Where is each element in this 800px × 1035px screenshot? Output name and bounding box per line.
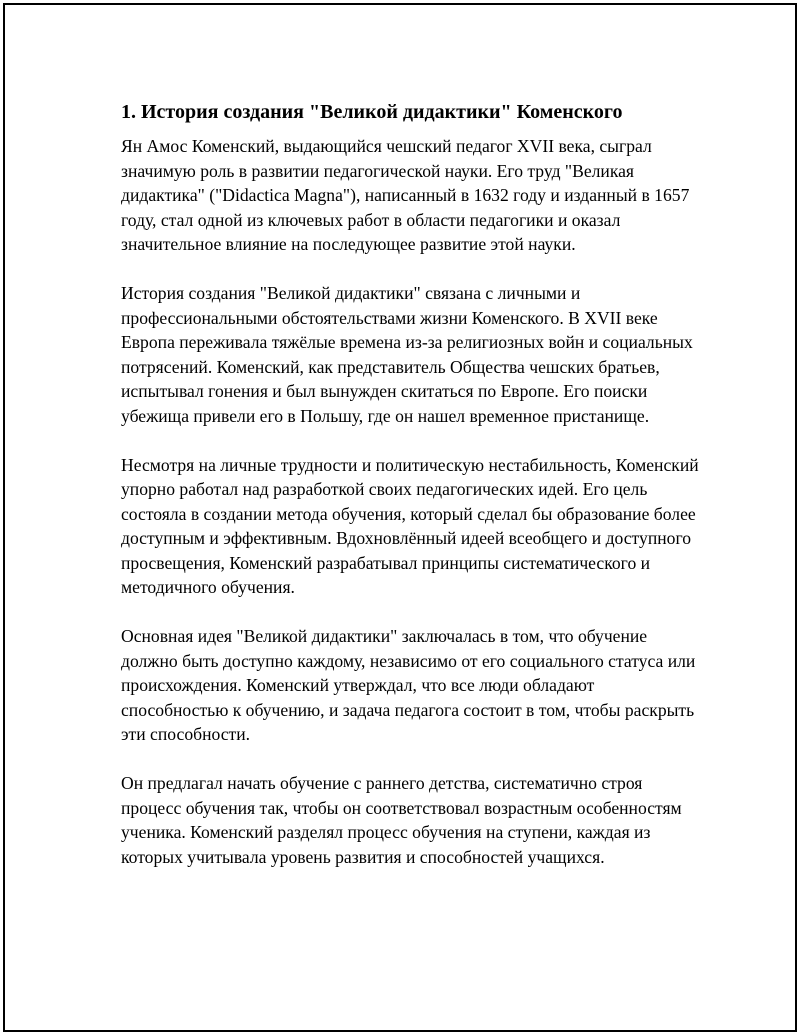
paragraph-5: Он предлагал начать обучение с раннего детства, систематично строя процесс обучения так, чтобы он соответствовал возрастным особенностям ученика. Коменский разделял процесс обучения на ступени, каждая из которых учитывала уровень развития и способностей учащихся. — [121, 773, 682, 867]
paragraph-3: Несмотря на личные трудности и политическую нестабильность, Коменский упорно работал над разработкой своих педагогических идей. Его цель состояла в создании метода обучения, который сделал бы образование более доступным и эффективным. Вдохновлённый идеей всеобщего и доступного просвещения, Коменский разрабатывал принципы систематического и методичного обучения. — [121, 454, 699, 597]
document-body — [121, 98, 701, 894]
section-title: 1. История создания "Великой дидактики" Коменского — [121, 101, 623, 123]
paragraph-1: Ян Амос Коменский, выдающийся чешский педагог XVII века, сыграл значимую роль в развитии педагогической науки. Его труд "Великая дидактика" ("Didactica Magna"), написанный в 1632 году и изданный в 1657 году, стал одной из ключевых работ в области педагогики и оказал значительное влияние на последующее развитие этой науки. — [121, 136, 690, 254]
paragraph-4: Основная идея "Великой дидактики" заключалась в том, что обучение должно быть доступно каждому, независимо от его социального статуса или происхождения. Коменский утверждал, что все люди обладают способностью к обучению, и задача педагога состоит в том, чтобы раскрыть эти способности. — [121, 626, 696, 744]
page-frame — [3, 3, 797, 1032]
paragraph-2: История создания "Великой дидактики" связана с личными и профессиональными обстоятельствами жизни Коменского. В XVII веке Европа переживала тяжёлые времена из-за религиозных войн и социальных потрясений. Коменский, как представитель Общества чешских братьев, испытывал гонения и был вынужден скитаться по Европе. Его поиски убежища привели его в Польшу, где он нашел временное пристанище. — [121, 283, 693, 426]
